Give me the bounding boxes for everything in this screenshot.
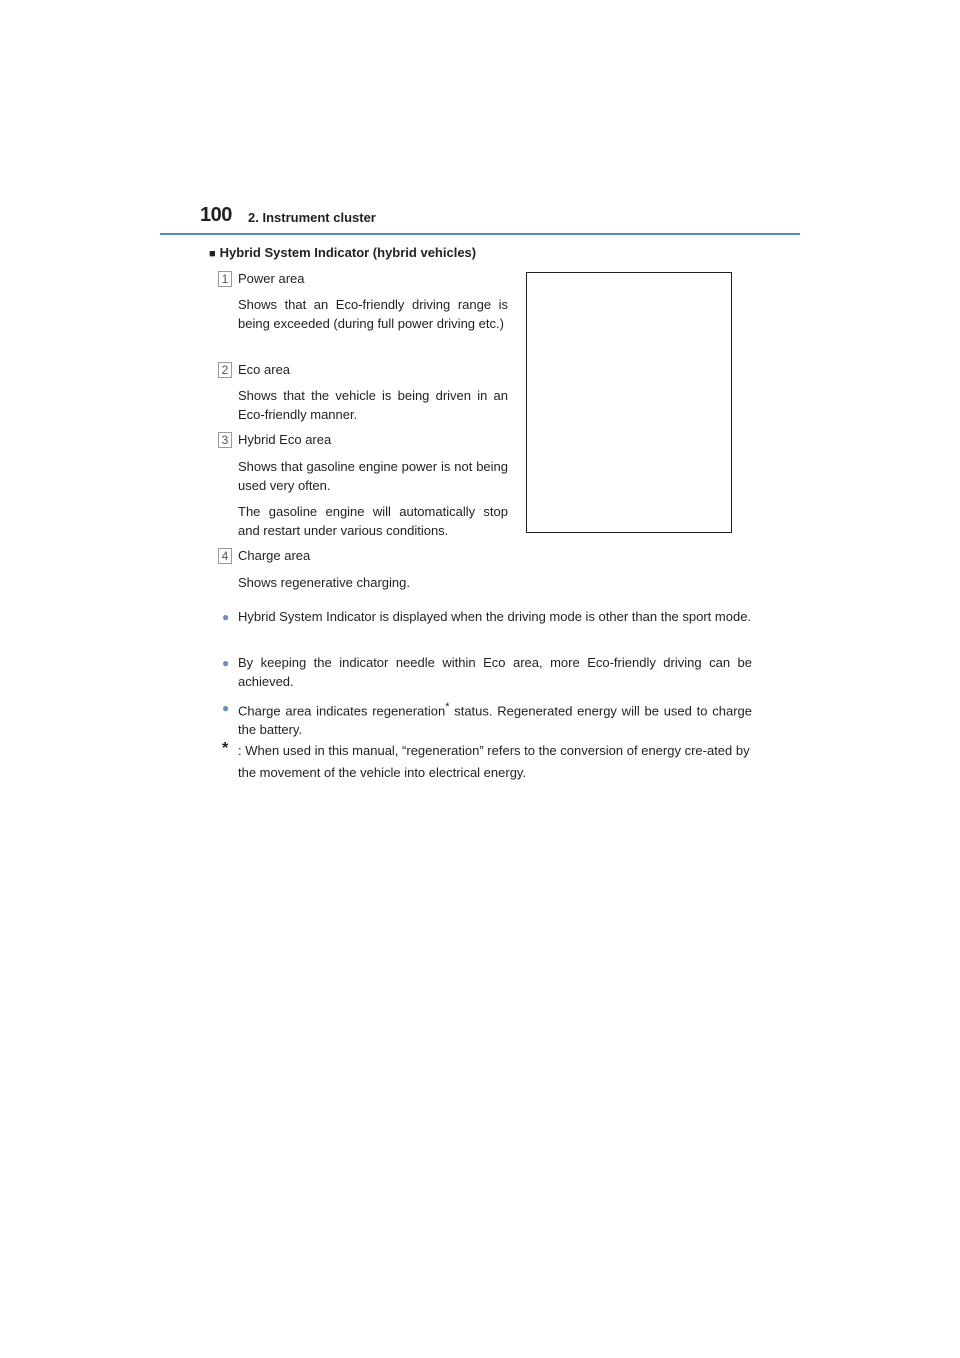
- footnote-ref: *: [445, 701, 450, 713]
- item-desc-eco-area: Shows that the vehicle is being driven in an Eco-friendly manner.: [238, 388, 508, 422]
- item-title-hybrid-eco-area: Hybrid Eco area: [238, 432, 332, 447]
- note-text-3: [238, 698, 752, 739]
- item-desc-hybrid-eco-area: Shows that gasoline engine power is not being used very often.: [238, 459, 508, 493]
- callout-number-1: 1: [218, 271, 232, 287]
- item-desc-power-area: Shows that an Eco-friendly driving range is being exceeded (during full power driving etc.): [238, 297, 508, 331]
- header-divider: [160, 233, 800, 235]
- bullet-icon: ●: [222, 610, 230, 624]
- item-desc2-hybrid-eco-area: The gasoline engine will automatically stop and restart under various conditions.: [238, 504, 508, 538]
- footnote-mark: *: [222, 740, 229, 757]
- item-title-eco-area: Eco area: [238, 362, 291, 377]
- section-title: 2. Instrument cluster: [248, 210, 376, 225]
- subheading-marker-icon: ■: [209, 248, 216, 260]
- page-header: [160, 204, 800, 238]
- subheading: [209, 245, 476, 260]
- note-text-3-after: status. Regenerated energy will be used to charge the battery.: [238, 703, 752, 738]
- bullet-icon: ●: [222, 656, 230, 670]
- note-text-1: Hybrid System Indicator is displayed when the driving mode is other than the sport mode.: [238, 609, 752, 624]
- callout-number-4: 4: [218, 548, 232, 564]
- footnote-text: : When used in this manual, “regeneration” refers to the conversion of energy cre-ated by the movement of the vehicle into electrical energy.: [238, 743, 750, 780]
- note-bullet-2: [222, 653, 752, 691]
- note-bullet-3: [222, 698, 752, 739]
- illustration-frame: [526, 272, 732, 533]
- callout-number-2: 2: [218, 362, 232, 378]
- note-text-2: By keeping the indicator needle within Eco area, more Eco-friendly driving can be achieved.: [238, 655, 752, 689]
- item-title-power-area: Power area: [238, 271, 305, 286]
- callout-number-3: 3: [218, 432, 232, 448]
- item-desc-charge-area: Shows regenerative charging.: [238, 575, 410, 590]
- footnote: [222, 740, 752, 784]
- subheading-text: Hybrid System Indicator (hybrid vehicles): [219, 245, 477, 260]
- item-title-charge-area: Charge area: [238, 548, 311, 563]
- note-text-3-before: Charge area indicates regeneration: [238, 703, 446, 719]
- bullet-icon: ●: [222, 701, 230, 715]
- page-number: 100: [200, 204, 232, 226]
- note-bullet-1: [222, 607, 752, 626]
